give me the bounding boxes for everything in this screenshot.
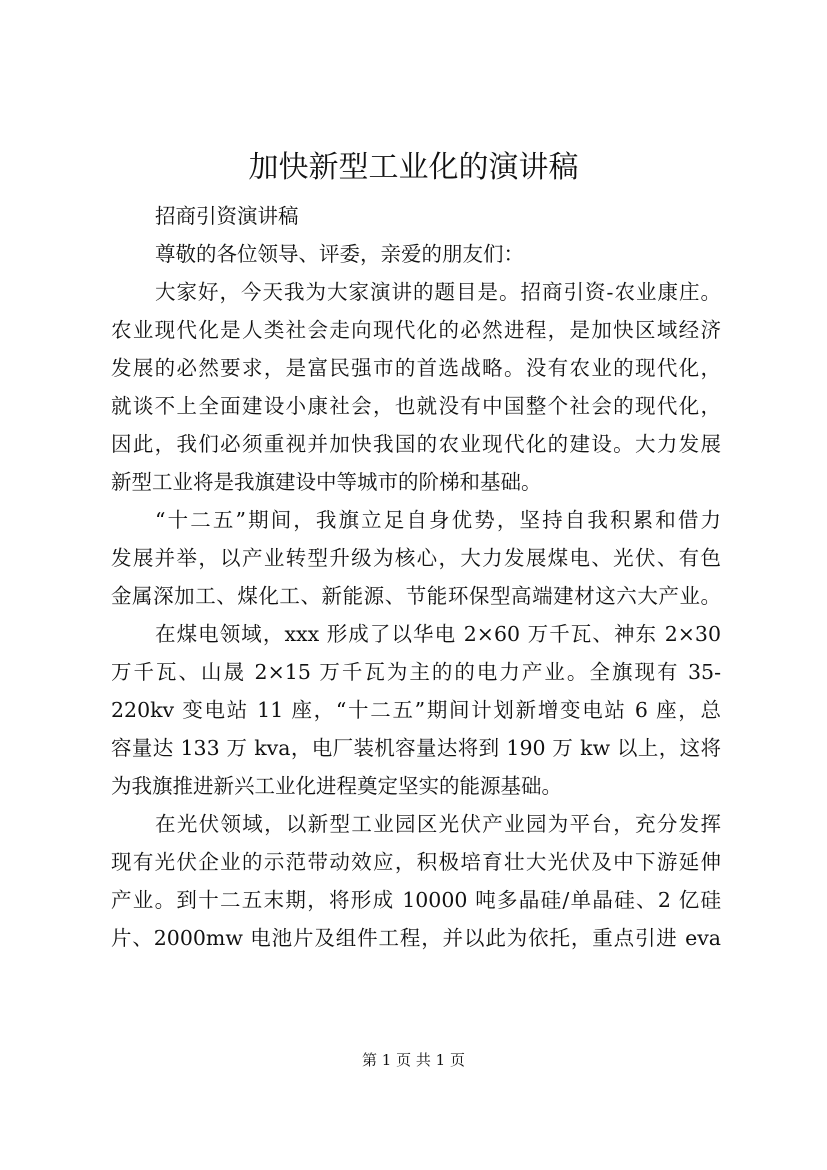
- text-line: 发展并举，以产业转型升级为核心，大力发展煤电、光伏、有色: [111, 546, 721, 570]
- text-line: 220kv 变电站 11 座，“十二五”期间计划新增变电站 6 座，总: [111, 698, 721, 722]
- text-line: 农业现代化是人类社会走向现代化的必然进程，是加快区域经济: [111, 318, 721, 342]
- text-line: 因此，我们必须重视并加快我国的农业现代化的建设。大力发展: [111, 432, 721, 456]
- text-line: “十二五”期间，我旗立足自身优势，坚持自我积累和借力: [155, 508, 721, 532]
- text-line: 为我旗推进新兴工业化进程奠定坚实的能源基础。: [111, 774, 562, 798]
- page-title: 加快新型工业化的演讲稿: [248, 150, 579, 185]
- text-line: 大家好，今天我为大家演讲的题目是。招商引资-农业康庄。: [155, 280, 721, 304]
- text-line: 产业。到十二五末期，将形成 10000 吨多晶硅/单晶硅、2 亿硅: [111, 888, 721, 912]
- text-line: 发展的必然要求，是富民强市的首选战略。没有农业的现代化，: [111, 356, 721, 380]
- document-body: [111, 197, 721, 957]
- text-line: 尊敬的各位领导、评委，亲爱的朋友们：: [155, 242, 524, 266]
- text-line: 招商引资演讲稿: [155, 204, 299, 228]
- text-line: 金属深加工、煤化工、新能源、节能环保型高端建材这六大产业。: [111, 584, 721, 608]
- text-line: 新型工业将是我旗建设中等城市的阶梯和基础。: [111, 470, 542, 494]
- page-footer: 第 1 页 共 1 页: [362, 1051, 465, 1069]
- text-line: 容量达 133 万 kva，电厂装机容量达将到 190 万 kw 以上，这将: [111, 736, 721, 760]
- text-line: 在光伏领域，以新型工业园区光伏产业园为平台，充分发挥: [155, 812, 721, 836]
- text-line: 现有光伏企业的示范带动效应，积极培育壮大光伏及中下游延伸: [111, 850, 721, 874]
- text-line: 在煤电领域，xxx 形成了以华电 2×60 万千瓦、神东 2×30: [155, 622, 721, 646]
- text-line: 就谈不上全面建设小康社会，也就没有中国整个社会的现代化，: [111, 394, 721, 418]
- text-line: 片、2000mw 电池片及组件工程，并以此为依托，重点引进 eva: [111, 926, 721, 950]
- text-line: 万千瓦、山晟 2×15 万千瓦为主的的电力产业。全旗现有 35-: [111, 660, 721, 684]
